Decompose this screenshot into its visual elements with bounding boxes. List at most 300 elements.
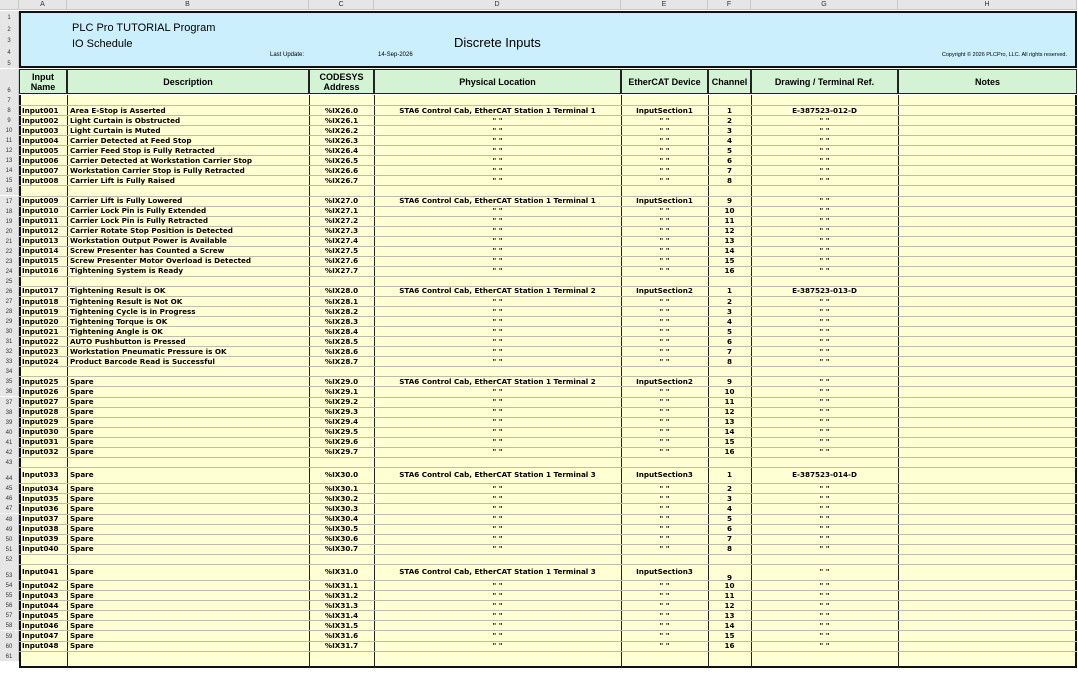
input-name-cell[interactable]: Input012	[22, 226, 59, 236]
drawing-ref-cell[interactable]: " "	[819, 566, 830, 576]
drawing-ref-cell[interactable]: " "	[819, 206, 830, 216]
address-cell[interactable]: %IX31.4	[324, 610, 359, 620]
input-name-cell[interactable]: Input040	[22, 544, 59, 554]
input-name-cell[interactable]: Input015	[22, 256, 59, 266]
description-cell[interactable]: Carrier Lock Pin is Fully Retracted	[70, 216, 208, 226]
device-cell[interactable]: " "	[659, 534, 670, 544]
row-header[interactable]	[0, 407, 19, 417]
device-cell[interactable]: " "	[659, 115, 670, 125]
drawing-ref-cell[interactable]: E-387523-012-D	[792, 105, 857, 115]
row-header[interactable]	[0, 534, 19, 544]
row-header[interactable]	[0, 356, 19, 366]
location-cell[interactable]: " "	[492, 165, 503, 175]
description-cell[interactable]: Workstation Carrier Stop is Fully Retracted	[70, 165, 245, 175]
header-drawing-terminal[interactable]: Drawing / Terminal Ref.	[751, 69, 898, 94]
channel-cell[interactable]: 14	[724, 620, 735, 630]
input-name-cell[interactable]: Input031	[22, 437, 59, 447]
channel-cell[interactable]: 16	[724, 641, 735, 651]
input-name-cell[interactable]: Input017	[22, 286, 59, 296]
description-cell[interactable]: Spare	[70, 376, 94, 386]
device-cell[interactable]: " "	[659, 216, 670, 226]
address-cell[interactable]: %IX30.7	[324, 544, 359, 554]
row-header[interactable]	[0, 336, 19, 346]
drawing-ref-cell[interactable]: " "	[819, 514, 830, 523]
channel-cell[interactable]: 13	[724, 417, 735, 427]
channel-cell[interactable]: 10	[724, 580, 735, 590]
description-cell[interactable]: Spare	[70, 469, 94, 479]
channel-cell[interactable]: 10	[724, 386, 735, 396]
input-name-cell[interactable]: Input030	[22, 427, 59, 437]
address-cell[interactable]: %IX26.6	[324, 165, 359, 175]
address-cell[interactable]: %IX29.3	[324, 407, 359, 417]
channel-cell[interactable]: 6	[726, 155, 732, 165]
description-cell[interactable]: Spare	[70, 514, 94, 523]
row-header[interactable]	[0, 366, 19, 376]
drawing-ref-cell[interactable]: " "	[819, 427, 830, 437]
drawing-ref-cell[interactable]: " "	[819, 544, 830, 554]
row-header[interactable]	[0, 306, 19, 316]
input-name-cell[interactable]: Input034	[22, 483, 59, 493]
channel-cell[interactable]: 13	[724, 610, 735, 620]
row-header[interactable]	[0, 493, 19, 503]
row-header[interactable]	[0, 256, 19, 266]
input-name-cell[interactable]: Input043	[22, 590, 59, 600]
address-cell[interactable]: %IX28.2	[324, 306, 359, 316]
address-cell[interactable]: %IX30.4	[324, 514, 359, 523]
input-name-cell[interactable]: Input001	[22, 105, 59, 115]
address-cell[interactable]: %IX28.6	[324, 346, 359, 356]
location-cell[interactable]: " "	[492, 145, 503, 155]
address-cell[interactable]: %IX29.6	[324, 437, 359, 447]
location-cell[interactable]: " "	[492, 226, 503, 236]
row-header[interactable]	[0, 236, 19, 246]
device-cell[interactable]: " "	[659, 175, 670, 185]
channel-cell[interactable]: 5	[726, 514, 732, 523]
last-update-label[interactable]: Last Update:	[270, 52, 305, 58]
drawing-ref-cell[interactable]: " "	[819, 336, 830, 346]
address-cell[interactable]: %IX26.7	[324, 175, 359, 185]
location-cell[interactable]: " "	[492, 397, 503, 406]
device-cell[interactable]: " "	[659, 135, 670, 145]
column-header-h[interactable]: H	[898, 0, 1077, 10]
description-cell[interactable]: Screw Presenter has Counted a Screw	[70, 246, 225, 256]
input-name-cell[interactable]: Input032	[22, 447, 59, 457]
column-header-d[interactable]: D	[374, 0, 621, 10]
drawing-ref-cell[interactable]: " "	[819, 256, 830, 266]
channel-cell[interactable]: 11	[724, 216, 735, 226]
address-cell[interactable]: %IX29.0	[324, 376, 359, 386]
drawing-ref-cell[interactable]: " "	[819, 631, 830, 640]
input-name-cell[interactable]: Input048	[22, 641, 59, 651]
row-header[interactable]	[0, 45, 19, 56]
row-header[interactable]	[0, 554, 19, 564]
channel-cell[interactable]: 8	[726, 356, 732, 366]
channel-cell[interactable]: 2	[726, 483, 732, 493]
address-cell[interactable]: %IX31.7	[324, 641, 359, 651]
device-cell[interactable]: " "	[659, 600, 670, 610]
device-cell[interactable]: " "	[659, 246, 670, 256]
row-header[interactable]	[0, 22, 19, 33]
input-name-cell[interactable]: Input033	[22, 469, 59, 479]
channel-cell[interactable]: 16	[724, 447, 735, 457]
row-header[interactable]	[0, 135, 19, 145]
row-header[interactable]	[0, 651, 19, 661]
device-cell[interactable]: " "	[659, 544, 670, 554]
device-cell[interactable]: " "	[659, 514, 670, 523]
address-cell[interactable]: %IX26.0	[324, 105, 359, 115]
device-cell[interactable]: InputSection2	[636, 376, 693, 386]
channel-cell[interactable]: 9	[726, 376, 732, 386]
row-header[interactable]	[0, 386, 19, 396]
device-cell[interactable]: " "	[659, 407, 670, 417]
device-cell[interactable]: " "	[659, 236, 670, 246]
row-header[interactable]	[0, 11, 19, 22]
channel-cell[interactable]: 12	[724, 600, 735, 610]
row-header[interactable]	[0, 417, 19, 427]
input-name-cell[interactable]: Input045	[22, 610, 59, 620]
input-name-cell[interactable]: Input016	[22, 266, 59, 276]
location-cell[interactable]: " "	[492, 524, 503, 534]
address-cell[interactable]: %IX28.3	[324, 316, 359, 326]
location-cell[interactable]: STA6 Control Cab, EtherCAT Station 1 Terminal 3	[399, 469, 596, 479]
drawing-ref-cell[interactable]: " "	[819, 326, 830, 336]
channel-cell[interactable]: 5	[726, 145, 732, 155]
location-cell[interactable]: " "	[492, 206, 503, 216]
row-header[interactable]	[0, 165, 19, 175]
address-cell[interactable]: %IX30.0	[324, 469, 359, 479]
device-cell[interactable]: " "	[659, 256, 670, 266]
description-cell[interactable]: Spare	[70, 580, 94, 590]
address-cell[interactable]: %IX31.6	[324, 631, 359, 640]
description-cell[interactable]: Spare	[70, 600, 94, 610]
device-cell[interactable]: " "	[659, 610, 670, 620]
device-cell[interactable]: " "	[659, 641, 670, 651]
description-cell[interactable]: AUTO Pushbutton is Pressed	[70, 336, 186, 346]
device-cell[interactable]: InputSection3	[636, 469, 693, 479]
row-header[interactable]	[0, 95, 19, 105]
device-cell[interactable]: " "	[659, 266, 670, 276]
address-cell[interactable]: %IX27.5	[324, 246, 359, 256]
input-name-cell[interactable]: Input026	[22, 386, 59, 396]
description-cell[interactable]: Spare	[70, 397, 94, 406]
location-cell[interactable]: " "	[492, 125, 503, 135]
row-header[interactable]	[0, 296, 19, 306]
row-header[interactable]	[0, 145, 19, 155]
location-cell[interactable]: STA6 Control Cab, EtherCAT Station 1 Terminal 1	[399, 196, 596, 205]
device-cell[interactable]: InputSection1	[636, 196, 693, 205]
description-cell[interactable]: Spare	[70, 524, 94, 534]
drawing-ref-cell[interactable]: " "	[819, 417, 830, 427]
channel-cell[interactable]: 1	[726, 105, 732, 115]
description-cell[interactable]: Spare	[70, 641, 94, 651]
address-cell[interactable]: %IX27.4	[324, 236, 359, 246]
channel-cell[interactable]: 16	[724, 266, 735, 276]
drawing-ref-cell[interactable]: " "	[819, 145, 830, 155]
row-header[interactable]	[0, 610, 19, 620]
channel-cell[interactable]: 14	[724, 246, 735, 256]
drawing-ref-cell[interactable]: " "	[819, 524, 830, 534]
description-cell[interactable]: Spare	[70, 417, 94, 427]
address-cell[interactable]: %IX29.1	[324, 386, 359, 396]
drawing-ref-cell[interactable]: " "	[819, 590, 830, 600]
row-header[interactable]	[0, 467, 19, 484]
device-cell[interactable]: " "	[659, 125, 670, 135]
location-cell[interactable]: " "	[492, 175, 503, 185]
device-cell[interactable]: InputSection1	[636, 105, 693, 115]
location-cell[interactable]: STA6 Control Cab, EtherCAT Station 1 Terminal 2	[399, 286, 596, 296]
channel-cell[interactable]: 15	[724, 631, 735, 640]
channel-cell[interactable]: 6	[726, 524, 732, 534]
input-name-cell[interactable]: Input018	[22, 296, 59, 306]
drawing-ref-cell[interactable]: " "	[819, 503, 830, 513]
device-cell[interactable]: InputSection2	[636, 286, 693, 296]
drawing-ref-cell[interactable]: " "	[819, 356, 830, 366]
location-cell[interactable]: " "	[492, 417, 503, 427]
description-cell[interactable]: Area E-Stop is Asserted	[70, 105, 166, 115]
channel-cell[interactable]: 3	[726, 125, 732, 135]
drawing-ref-cell[interactable]: " "	[819, 175, 830, 185]
description-cell[interactable]: Light Curtain is Obstructed	[70, 115, 181, 125]
drawing-ref-cell[interactable]: " "	[819, 165, 830, 175]
description-cell[interactable]: Carrier Feed Stop is Fully Retracted	[70, 145, 215, 155]
device-cell[interactable]: " "	[659, 155, 670, 165]
address-cell[interactable]: %IX31.2	[324, 590, 359, 600]
description-cell[interactable]: Carrier Lock Pin is Fully Extended	[70, 206, 207, 216]
description-cell[interactable]: Carrier Detected at Feed Stop	[70, 135, 192, 145]
input-name-cell[interactable]: Input047	[22, 631, 59, 640]
input-name-cell[interactable]: Input020	[22, 316, 59, 326]
address-cell[interactable]: %IX30.3	[324, 503, 359, 513]
address-cell[interactable]: %IX26.4	[324, 145, 359, 155]
drawing-ref-cell[interactable]: " "	[819, 226, 830, 236]
device-cell[interactable]: " "	[659, 524, 670, 534]
row-header[interactable]	[0, 326, 19, 336]
device-cell[interactable]: " "	[659, 296, 670, 306]
address-cell[interactable]: %IX29.7	[324, 447, 359, 457]
description-cell[interactable]: Light Curtain is Muted	[70, 125, 161, 135]
channel-cell[interactable]: 7	[726, 534, 732, 544]
location-cell[interactable]: " "	[492, 346, 503, 356]
drawing-ref-cell[interactable]: " "	[819, 115, 830, 125]
column-header-g[interactable]: G	[751, 0, 898, 10]
channel-cell[interactable]: 2	[726, 296, 732, 306]
address-cell[interactable]: %IX30.5	[324, 524, 359, 534]
location-cell[interactable]: " "	[492, 534, 503, 544]
location-cell[interactable]: " "	[492, 600, 503, 610]
address-cell[interactable]: %IX27.6	[324, 256, 359, 266]
address-cell[interactable]: %IX28.4	[324, 326, 359, 336]
device-cell[interactable]: " "	[659, 427, 670, 437]
row-header[interactable]	[0, 226, 19, 236]
location-cell[interactable]: " "	[492, 620, 503, 630]
location-cell[interactable]: " "	[492, 316, 503, 326]
address-cell[interactable]: %IX28.7	[324, 356, 359, 366]
drawing-ref-cell[interactable]: " "	[819, 534, 830, 544]
device-cell[interactable]: " "	[659, 306, 670, 316]
drawing-ref-cell[interactable]: " "	[819, 216, 830, 226]
address-cell[interactable]: %IX28.5	[324, 336, 359, 346]
location-cell[interactable]: " "	[492, 610, 503, 620]
device-cell[interactable]: " "	[659, 145, 670, 155]
channel-cell[interactable]: 6	[726, 336, 732, 346]
location-cell[interactable]: " "	[492, 356, 503, 366]
location-cell[interactable]: " "	[492, 590, 503, 600]
device-cell[interactable]: InputSection3	[636, 566, 693, 576]
description-cell[interactable]: Tightening Angle is OK	[70, 326, 163, 336]
channel-cell[interactable]: 15	[724, 437, 735, 447]
description-cell[interactable]: Spare	[70, 620, 94, 630]
description-cell[interactable]: Spare	[70, 493, 94, 503]
location-cell[interactable]: " "	[492, 437, 503, 447]
location-cell[interactable]: " "	[492, 155, 503, 165]
row-header[interactable]	[0, 115, 19, 125]
description-cell[interactable]: Spare	[70, 544, 94, 554]
address-cell[interactable]: %IX26.3	[324, 135, 359, 145]
address-cell[interactable]: %IX26.2	[324, 125, 359, 135]
drawing-ref-cell[interactable]: " "	[819, 610, 830, 620]
location-cell[interactable]: " "	[492, 544, 503, 554]
row-header[interactable]	[0, 34, 19, 45]
drawing-ref-cell[interactable]: E-387523-014-D	[792, 469, 857, 479]
address-cell[interactable]: %IX31.3	[324, 600, 359, 610]
header-codesys-address[interactable]: CODESYS Address	[309, 69, 374, 94]
location-cell[interactable]: " "	[492, 256, 503, 266]
address-cell[interactable]: %IX28.1	[324, 296, 359, 306]
device-cell[interactable]: " "	[659, 447, 670, 457]
description-cell[interactable]: Tightening Cycle is in Progress	[70, 306, 196, 316]
description-cell[interactable]: Spare	[70, 610, 94, 620]
device-cell[interactable]: " "	[659, 417, 670, 427]
column-header-e[interactable]: E	[621, 0, 708, 10]
column-header-c[interactable]: C	[309, 0, 374, 10]
input-name-cell[interactable]: Input042	[22, 580, 59, 590]
channel-cell[interactable]: 5	[726, 326, 732, 336]
row-header[interactable]	[0, 641, 19, 651]
device-cell[interactable]: " "	[659, 631, 670, 640]
device-cell[interactable]: " "	[659, 165, 670, 175]
row-header[interactable]	[0, 524, 19, 534]
description-cell[interactable]: Carrier Lift is Fully Lowered	[70, 196, 183, 205]
input-name-cell[interactable]: Input007	[22, 165, 59, 175]
address-cell[interactable]: %IX27.2	[324, 216, 359, 226]
address-cell[interactable]: %IX26.1	[324, 115, 359, 125]
description-cell[interactable]: Screw Presenter Motor Overload is Detected	[70, 256, 252, 266]
input-name-cell[interactable]: Input038	[22, 524, 59, 534]
description-cell[interactable]: Workstation Output Power is Available	[70, 236, 227, 246]
location-cell[interactable]: " "	[492, 493, 503, 503]
row-header[interactable]	[0, 564, 19, 581]
input-name-cell[interactable]: Input004	[22, 135, 59, 145]
location-cell[interactable]: " "	[492, 386, 503, 396]
input-name-cell[interactable]: Input008	[22, 175, 59, 185]
input-name-cell[interactable]: Input041	[22, 566, 59, 576]
description-cell[interactable]: Product Barcode Read is Successful	[70, 356, 215, 366]
row-header[interactable]	[0, 69, 19, 95]
location-cell[interactable]: " "	[492, 580, 503, 590]
location-cell[interactable]: " "	[492, 306, 503, 316]
drawing-ref-cell[interactable]: E-387523-013-D	[792, 286, 857, 296]
description-cell[interactable]: Spare	[70, 534, 94, 544]
drawing-ref-cell[interactable]: " "	[819, 600, 830, 610]
drawing-ref-cell[interactable]: " "	[819, 306, 830, 316]
drawing-ref-cell[interactable]: " "	[819, 407, 830, 417]
drawing-ref-cell[interactable]: " "	[819, 316, 830, 326]
drawing-ref-cell[interactable]: " "	[819, 493, 830, 503]
row-header[interactable]	[0, 631, 19, 641]
description-cell[interactable]: Spare	[70, 427, 94, 437]
header-input-name[interactable]: Input Name	[19, 69, 67, 94]
row-header[interactable]	[0, 457, 19, 467]
device-cell[interactable]: " "	[659, 493, 670, 503]
input-name-cell[interactable]: Input011	[22, 216, 59, 226]
input-name-cell[interactable]: Input046	[22, 620, 59, 630]
location-cell[interactable]: " "	[492, 514, 503, 523]
description-cell[interactable]: Spare	[70, 447, 94, 457]
input-name-cell[interactable]: Input014	[22, 246, 59, 256]
row-header[interactable]	[0, 397, 19, 407]
header-notes[interactable]: Notes	[898, 69, 1077, 94]
input-name-cell[interactable]: Input029	[22, 417, 59, 427]
device-cell[interactable]: " "	[659, 483, 670, 493]
input-name-cell[interactable]: Input024	[22, 356, 59, 366]
drawing-ref-cell[interactable]: " "	[819, 155, 830, 165]
description-cell[interactable]: Carrier Lift is Fully Raised	[70, 175, 175, 185]
row-header[interactable]	[0, 600, 19, 610]
channel-cell[interactable]: 1	[726, 469, 732, 479]
input-name-cell[interactable]: Input009	[22, 196, 59, 205]
input-name-cell[interactable]: Input037	[22, 514, 59, 523]
row-header[interactable]	[0, 514, 19, 524]
device-cell[interactable]: " "	[659, 386, 670, 396]
row-header[interactable]	[0, 346, 19, 356]
channel-cell[interactable]: 13	[724, 236, 735, 246]
title-line-1[interactable]: PLC Pro TUTORIAL Program	[72, 22, 216, 34]
description-cell[interactable]: Workstation Pneumatic Pressure is OK	[70, 346, 227, 356]
device-cell[interactable]: " "	[659, 397, 670, 406]
channel-cell[interactable]: 1	[726, 286, 732, 296]
row-header[interactable]	[0, 427, 19, 437]
location-cell[interactable]: " "	[492, 483, 503, 493]
drawing-ref-cell[interactable]: " "	[819, 580, 830, 590]
address-cell[interactable]: %IX26.5	[324, 155, 359, 165]
drawing-ref-cell[interactable]: " "	[819, 386, 830, 396]
select-all-corner[interactable]	[0, 0, 19, 10]
channel-cell[interactable]: 4	[726, 135, 732, 145]
row-header[interactable]	[0, 155, 19, 165]
location-cell[interactable]: " "	[492, 641, 503, 651]
device-cell[interactable]: " "	[659, 316, 670, 326]
description-cell[interactable]: Spare	[70, 437, 94, 447]
device-cell[interactable]: " "	[659, 356, 670, 366]
address-cell[interactable]: %IX27.3	[324, 226, 359, 236]
location-cell[interactable]: " "	[492, 236, 503, 246]
description-cell[interactable]: Spare	[70, 503, 94, 513]
device-cell[interactable]: " "	[659, 437, 670, 447]
row-header[interactable]	[0, 266, 19, 276]
device-cell[interactable]: " "	[659, 346, 670, 356]
channel-cell[interactable]: 3	[726, 306, 732, 316]
description-cell[interactable]: Tightening Result is Not OK	[70, 296, 183, 306]
location-cell[interactable]: " "	[492, 266, 503, 276]
header-ethercat-device[interactable]: EtherCAT Device	[621, 69, 708, 94]
location-cell[interactable]: " "	[492, 135, 503, 145]
location-cell[interactable]: " "	[492, 407, 503, 417]
description-cell[interactable]: Tightening System is Ready	[70, 266, 184, 276]
location-cell[interactable]: STA6 Control Cab, EtherCAT Station 1 Terminal 3	[399, 566, 596, 576]
channel-cell[interactable]: 3	[726, 493, 732, 503]
input-name-cell[interactable]: Input035	[22, 493, 59, 503]
row-header[interactable]	[0, 620, 19, 630]
